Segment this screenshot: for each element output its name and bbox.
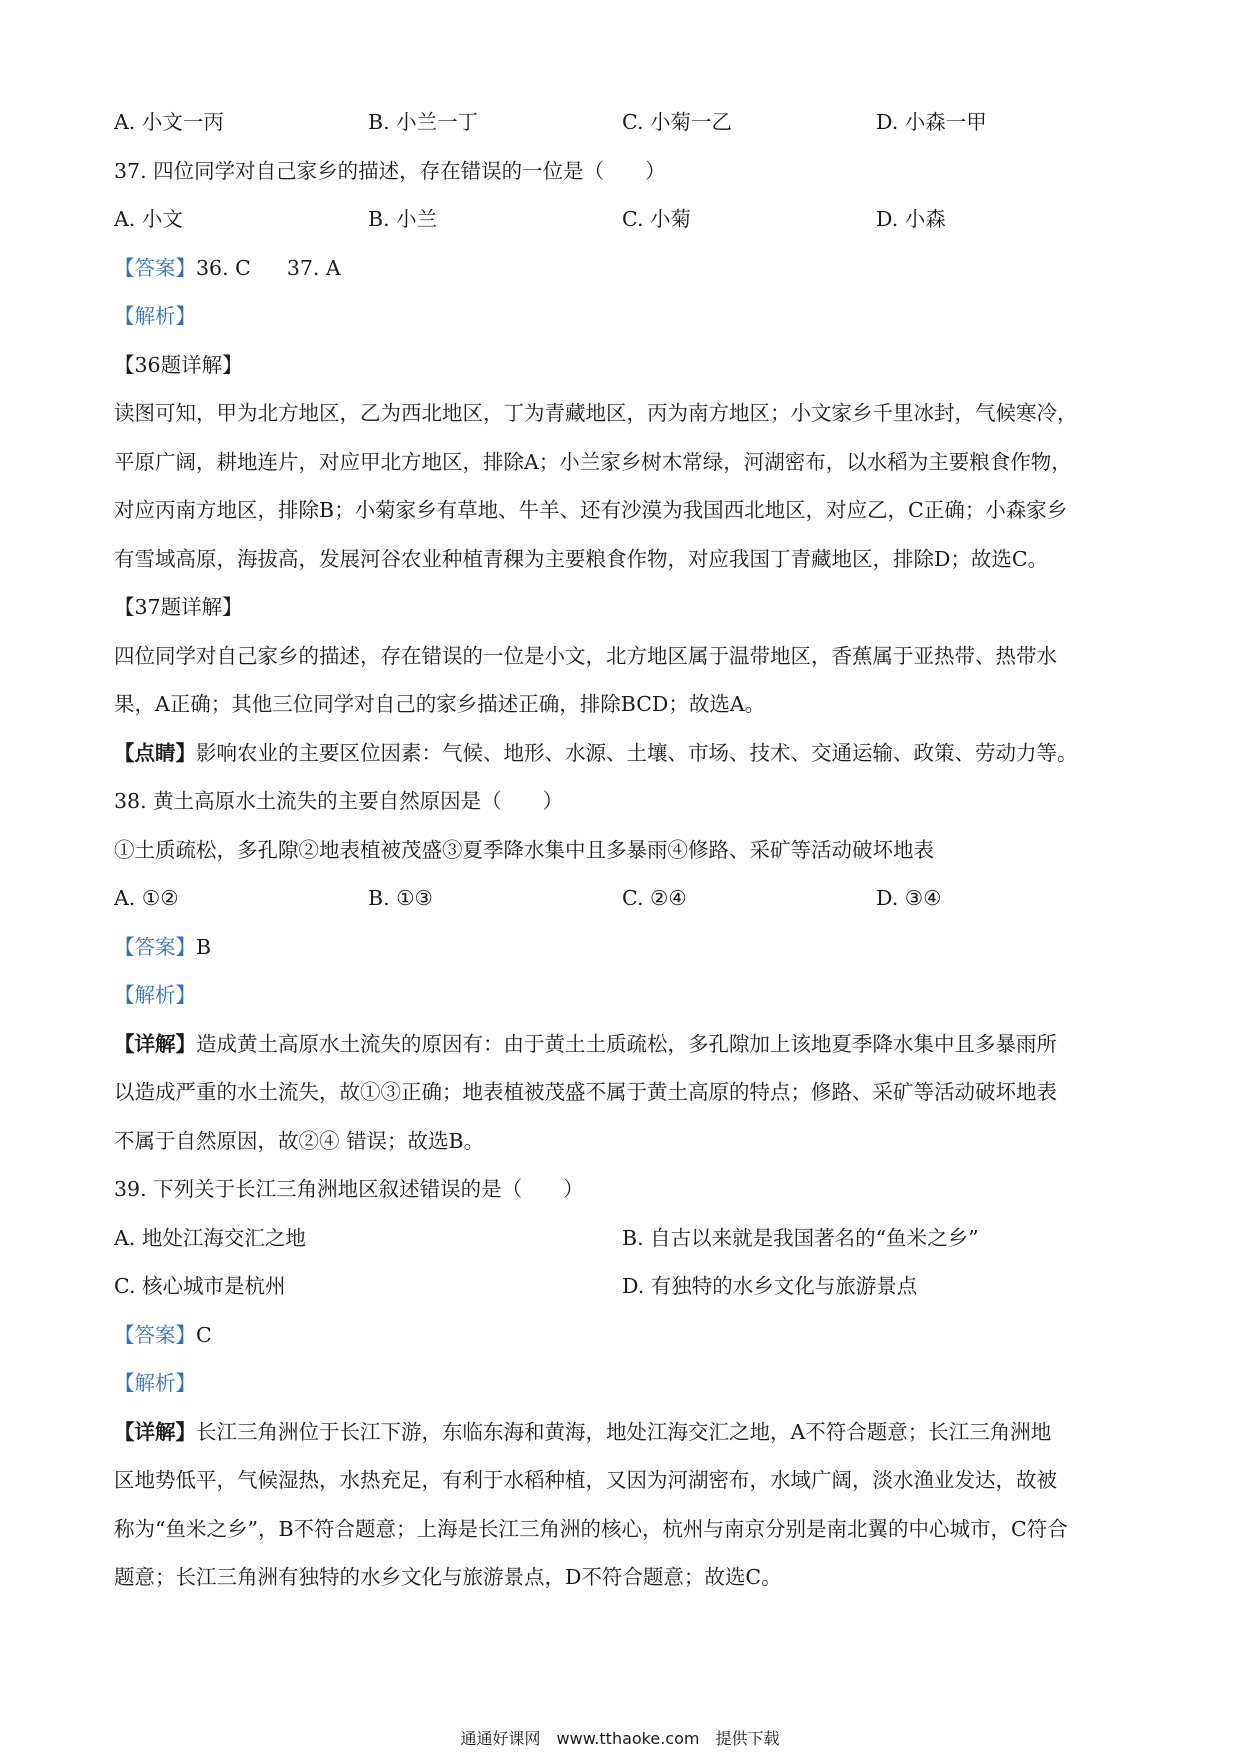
q36-option-d: D. 小森一甲 xyxy=(876,110,987,134)
q37-detail-label: 【37题详解】 xyxy=(114,595,243,619)
q37-option-a: A. 小文 xyxy=(114,207,183,231)
q39-option-d: D. 有独特的水乡文化与旅游景点 xyxy=(622,1274,918,1298)
q38-detail-text: 造成黄土高原水土流失的原因有：由于黄土土质疏松，多孔隙加上该地夏季降水集中且多暴雨所 xyxy=(196,1031,1057,1056)
q37-option-d: D. 小森 xyxy=(876,207,946,231)
q39-detail-line: 区地势低平，气候湿热，水热充足，有利于水稻种植，又因为河湖密布，水域广阔，淡水渔业发达，故被 xyxy=(114,1468,1057,1492)
q39-detail-line: 题意；长江三角洲有独特的水乡文化与旅游景点，D不符合题意；故选C。 xyxy=(114,1565,782,1589)
answer-36-37 xyxy=(114,244,1144,293)
q38-answer-label: 【答案】 xyxy=(114,934,196,959)
q38-option-c: C. ②④ xyxy=(622,886,687,910)
q37-option-c: C. 小菊 xyxy=(622,207,691,231)
q36-detail-line: 有雪域高原，海拔高，发展河谷农业种植青稞为主要粮食作物，对应我国丁青藏地区，排除D；故选C。 xyxy=(114,546,1049,571)
analysis-label: 【解析】 xyxy=(114,304,196,328)
q36-option-c: C. 小菊一乙 xyxy=(622,110,732,134)
q38-option-b: B. ①③ xyxy=(368,886,433,910)
q38-options xyxy=(114,874,1144,923)
q39-detail-line: 称为“鱼米之乡”，B不符合题意；上海是长江三角洲的核心，杭州与南京分别是南北翼的中心城市，C符合 xyxy=(114,1516,1068,1541)
q39-options-row-1 xyxy=(114,1214,1144,1263)
q39-options-row-2 xyxy=(114,1262,1144,1311)
q39-option-b: B. 自古以来就是我国著名的“鱼米之乡” xyxy=(622,1225,979,1250)
q38-option-a: A. ①② xyxy=(114,886,179,910)
q36-detail-label: 【36题详解】 xyxy=(114,352,243,377)
q38-detail-line: 不属于自然原因，故②④ 错误；故选B。 xyxy=(114,1128,485,1153)
q36-detail-line: 对应丙南方地区，排除B；小菊家乡有草地、牛羊、还有沙漠为我国西北地区，对应乙，C正确；小森家乡 xyxy=(114,498,1068,522)
q39-option-a: A. 地处江海交汇之地 xyxy=(114,1225,306,1250)
q39-answer-label: 【答案】 xyxy=(114,1322,196,1347)
q36-detail-line: 平原广阔，耕地连片，对应甲北方地区，排除A；小兰家乡树木常绿，河湖密布，以水稻为主要粮食作物， xyxy=(114,449,1072,474)
q37-option-b: B. 小兰 xyxy=(368,207,438,231)
document-page xyxy=(114,98,1144,1602)
q36-option-b: B. 小兰一丁 xyxy=(368,110,479,134)
q38-items: ①土质疏松，多孔隙②地表植被茂盛③夏季降水集中且多暴雨④修路、采矿等活动破坏地表 xyxy=(114,837,934,862)
q39-detail-text: 长江三角洲位于长江下游，东临东海和黄海，地处江海交汇之地，A不符合题意；长江三角洲地 xyxy=(196,1419,1052,1444)
q37-options xyxy=(114,195,1144,244)
dianjing-text: 影响农业的主要区位因素：气候、地形、水源、土壤、市场、技术、交通运输、政策、劳动力等。 xyxy=(196,740,1078,765)
q39-detail-line xyxy=(114,1408,1144,1457)
dianjing-note xyxy=(114,729,1144,778)
q39-option-c: C. 核心城市是杭州 xyxy=(114,1274,286,1298)
answer-37: 37. A xyxy=(286,255,341,280)
q38-detail-line xyxy=(114,1020,1144,1069)
q39-answer-value: C xyxy=(196,1322,212,1347)
q36-options xyxy=(114,98,1144,147)
q38-answer xyxy=(114,923,1144,972)
q38-analysis-label: 【解析】 xyxy=(114,983,196,1007)
q38-option-d: D. ③④ xyxy=(876,886,942,910)
q36-option-a: A. 小文一丙 xyxy=(114,110,224,134)
answer-label: 【答案】 xyxy=(114,255,196,280)
q38-detail-line: 以造成严重的水土流失，故①③正确；地表植被茂盛不属于黄土高原的特点；修路、采矿等活动破坏地表 xyxy=(114,1080,1057,1104)
q39-analysis-label: 【解析】 xyxy=(114,1371,196,1395)
q39-answer xyxy=(114,1311,1144,1360)
q38-answer-value: B xyxy=(196,934,212,959)
q37-detail-line: 四位同学对自己家乡的描述，存在错误的一位是小文，北方地区属于温带地区，香蕉属于亚热带、热带水 xyxy=(114,643,1057,668)
page-footer: 通通好课网 www.tthaoke.com 提供下载 xyxy=(460,1729,780,1748)
q38-detail-label: 【详解】 xyxy=(114,1031,196,1056)
q39-detail-label: 【详解】 xyxy=(114,1419,196,1444)
q37-detail-line: 果，A正确；其他三位同学对自己的家乡描述正确，排除BCD；故选A。 xyxy=(114,692,766,716)
dianjing-label: 【点睛】 xyxy=(114,740,196,765)
q36-detail-line: 读图可知，甲为北方地区，乙为西北地区，丁为青藏地区，丙为南方地区；小文家乡千里冰封，气候寒冷， xyxy=(114,401,1078,425)
q37-stem: 37. 四位同学对自己家乡的描述，存在错误的一位是（ ） xyxy=(114,158,666,183)
answer-36: 36. C xyxy=(196,255,251,280)
q38-stem: 38. 黄土高原水土流失的主要自然原因是（ ） xyxy=(114,789,564,813)
q39-stem: 39. 下列关于长江三角洲地区叙述错误的是（ ） xyxy=(114,1177,584,1201)
